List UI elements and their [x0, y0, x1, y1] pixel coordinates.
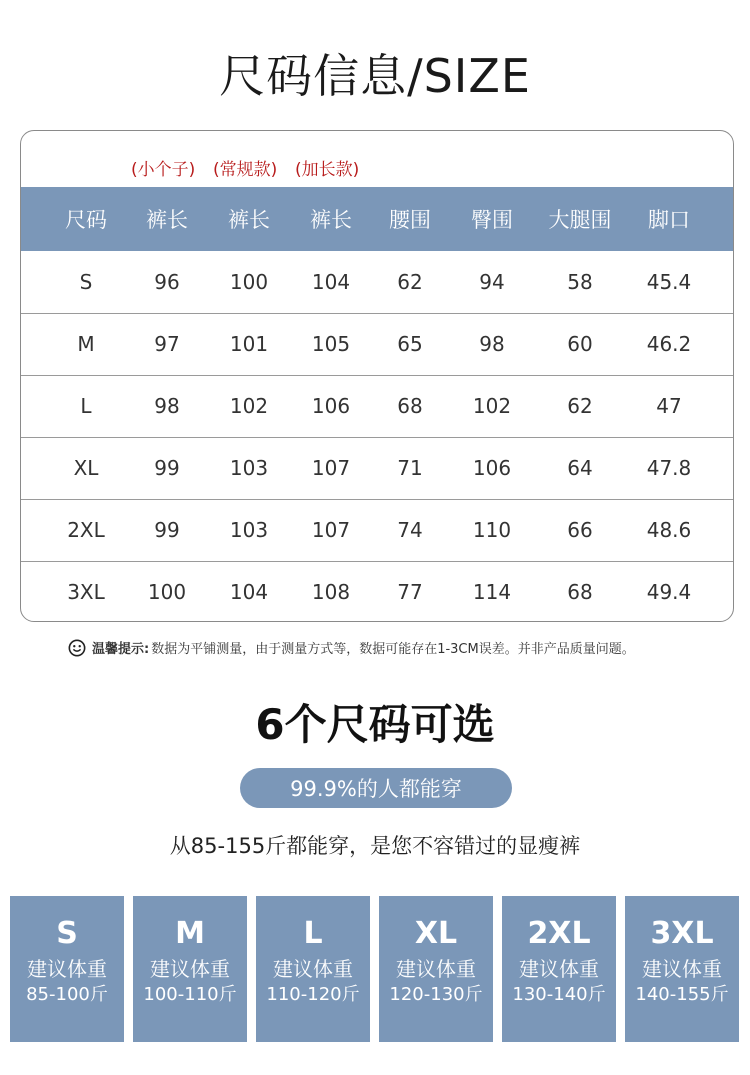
table-cell: 65	[397, 332, 423, 356]
size-box-recommendation: 建议体重	[150, 957, 230, 981]
table-row	[21, 437, 733, 500]
size-box	[256, 896, 370, 1042]
table-row	[21, 251, 733, 314]
size-box	[502, 896, 616, 1042]
weight-range-description: 从85-155斤都能穿，是您不容错过的显瘦裤	[169, 834, 581, 858]
table-cell: 47.8	[646, 456, 692, 480]
table-cell: 94	[479, 270, 505, 294]
table-cell: 62	[397, 270, 423, 294]
table-cell: 62	[567, 394, 593, 418]
table-cell: 107	[311, 456, 351, 480]
table-row	[21, 499, 733, 562]
table-cell: 58	[567, 270, 593, 294]
column-header: 脚口	[648, 208, 690, 232]
tip-note	[68, 638, 635, 657]
size-box-weight: 110-120斤	[266, 984, 360, 1005]
table-cell: 104	[311, 270, 351, 294]
size-box-weight: 100-110斤	[143, 984, 237, 1005]
table-cell: 64	[567, 456, 593, 480]
size-box-size: XL	[414, 916, 458, 951]
size-box	[379, 896, 493, 1042]
size-box-recommendation: 建议体重	[519, 957, 599, 981]
length-variant-labels	[21, 155, 733, 180]
size-table	[20, 130, 734, 622]
size-box-recommendation: 建议体重	[273, 957, 353, 981]
size-box-size: M	[175, 916, 205, 951]
table-cell: 68	[397, 394, 423, 418]
size-box-size: S	[56, 916, 78, 951]
table-cell: 47	[656, 394, 682, 418]
table-cell: 49.4	[646, 580, 692, 604]
size-box-recommendation: 建议体重	[27, 957, 107, 981]
table-cell: 110	[472, 518, 512, 542]
table-cell: 45.4	[646, 270, 692, 294]
table-cell: 106	[311, 394, 351, 418]
table-cell: 108	[311, 580, 351, 604]
table-cell: 99	[154, 456, 180, 480]
table-cell: 71	[397, 456, 423, 480]
table-cell: XL	[73, 456, 99, 480]
table-row	[21, 375, 733, 438]
table-cell: 114	[472, 580, 512, 604]
size-box-weight: 130-140斤	[512, 984, 606, 1005]
table-cell: 98	[479, 332, 505, 356]
table-header-row	[21, 187, 733, 251]
size-box-size: L	[303, 916, 323, 951]
size-box-size: 3XL	[650, 916, 714, 951]
tip-text: 数据为平铺测量，由于测量方式等，数据可能存在1-3CM误差。并非产品质量问题。	[151, 642, 635, 657]
fit-rate-pill: 99.9%的人都能穿	[240, 768, 512, 808]
table-cell: 48.6	[646, 518, 692, 542]
table-cell: 103	[229, 518, 269, 542]
table-cell: 68	[567, 580, 593, 604]
size-box-weight: 140-155斤	[635, 984, 729, 1005]
table-cell: 100	[229, 270, 269, 294]
size-box	[133, 896, 247, 1042]
table-cell: 102	[229, 394, 269, 418]
size-box-size: 2XL	[527, 916, 591, 951]
page-title: 尺码信息/SIZE	[219, 49, 531, 103]
column-header: 裤长	[310, 208, 352, 232]
table-cell: L	[80, 394, 92, 418]
table-cell: 104	[229, 580, 269, 604]
table-cell: 102	[472, 394, 512, 418]
table-cell: 2XL	[67, 518, 105, 542]
section-title: 6个尺码可选	[255, 700, 495, 749]
size-box	[10, 896, 124, 1042]
table-cell: 77	[397, 580, 423, 604]
column-header: 裤长	[146, 208, 188, 232]
table-cell: 60	[567, 332, 593, 356]
size-box	[625, 896, 739, 1042]
table-cell: 100	[147, 580, 187, 604]
table-cell: 101	[229, 332, 269, 356]
table-cell: 74	[397, 518, 423, 542]
size-box-recommendation: 建议体重	[396, 957, 476, 981]
table-cell: 103	[229, 456, 269, 480]
table-cell: 97	[154, 332, 180, 356]
sub-label-petite: (小个子)	[131, 160, 196, 180]
column-header: 裤长	[228, 208, 270, 232]
table-cell: M	[77, 332, 95, 356]
size-box-weight: 85-100斤	[26, 984, 108, 1005]
sub-label-regular: (常规款)	[213, 160, 278, 180]
table-cell: 105	[311, 332, 351, 356]
table-cell: 98	[154, 394, 180, 418]
table-cell: 46.2	[646, 332, 692, 356]
table-cell: 3XL	[67, 580, 105, 604]
table-cell: 106	[472, 456, 512, 480]
table-cell: 99	[154, 518, 180, 542]
table-row	[21, 561, 733, 622]
column-header: 臀围	[471, 208, 513, 232]
table-cell: 107	[311, 518, 351, 542]
tip-label: 温馨提示:	[92, 642, 150, 657]
column-header: 腰围	[389, 208, 431, 232]
size-box-weight: 120-130斤	[389, 984, 483, 1005]
table-row	[21, 313, 733, 376]
size-weight-boxes	[10, 896, 742, 1042]
smile-icon	[68, 639, 86, 657]
column-header: 大腿围	[548, 208, 612, 232]
size-box-recommendation: 建议体重	[642, 957, 722, 981]
table-cell: 96	[154, 270, 180, 294]
column-header: 尺码	[65, 208, 107, 232]
table-cell: 66	[567, 518, 593, 542]
sub-label-long: (加长款)	[295, 160, 360, 180]
table-cell: S	[79, 270, 93, 294]
